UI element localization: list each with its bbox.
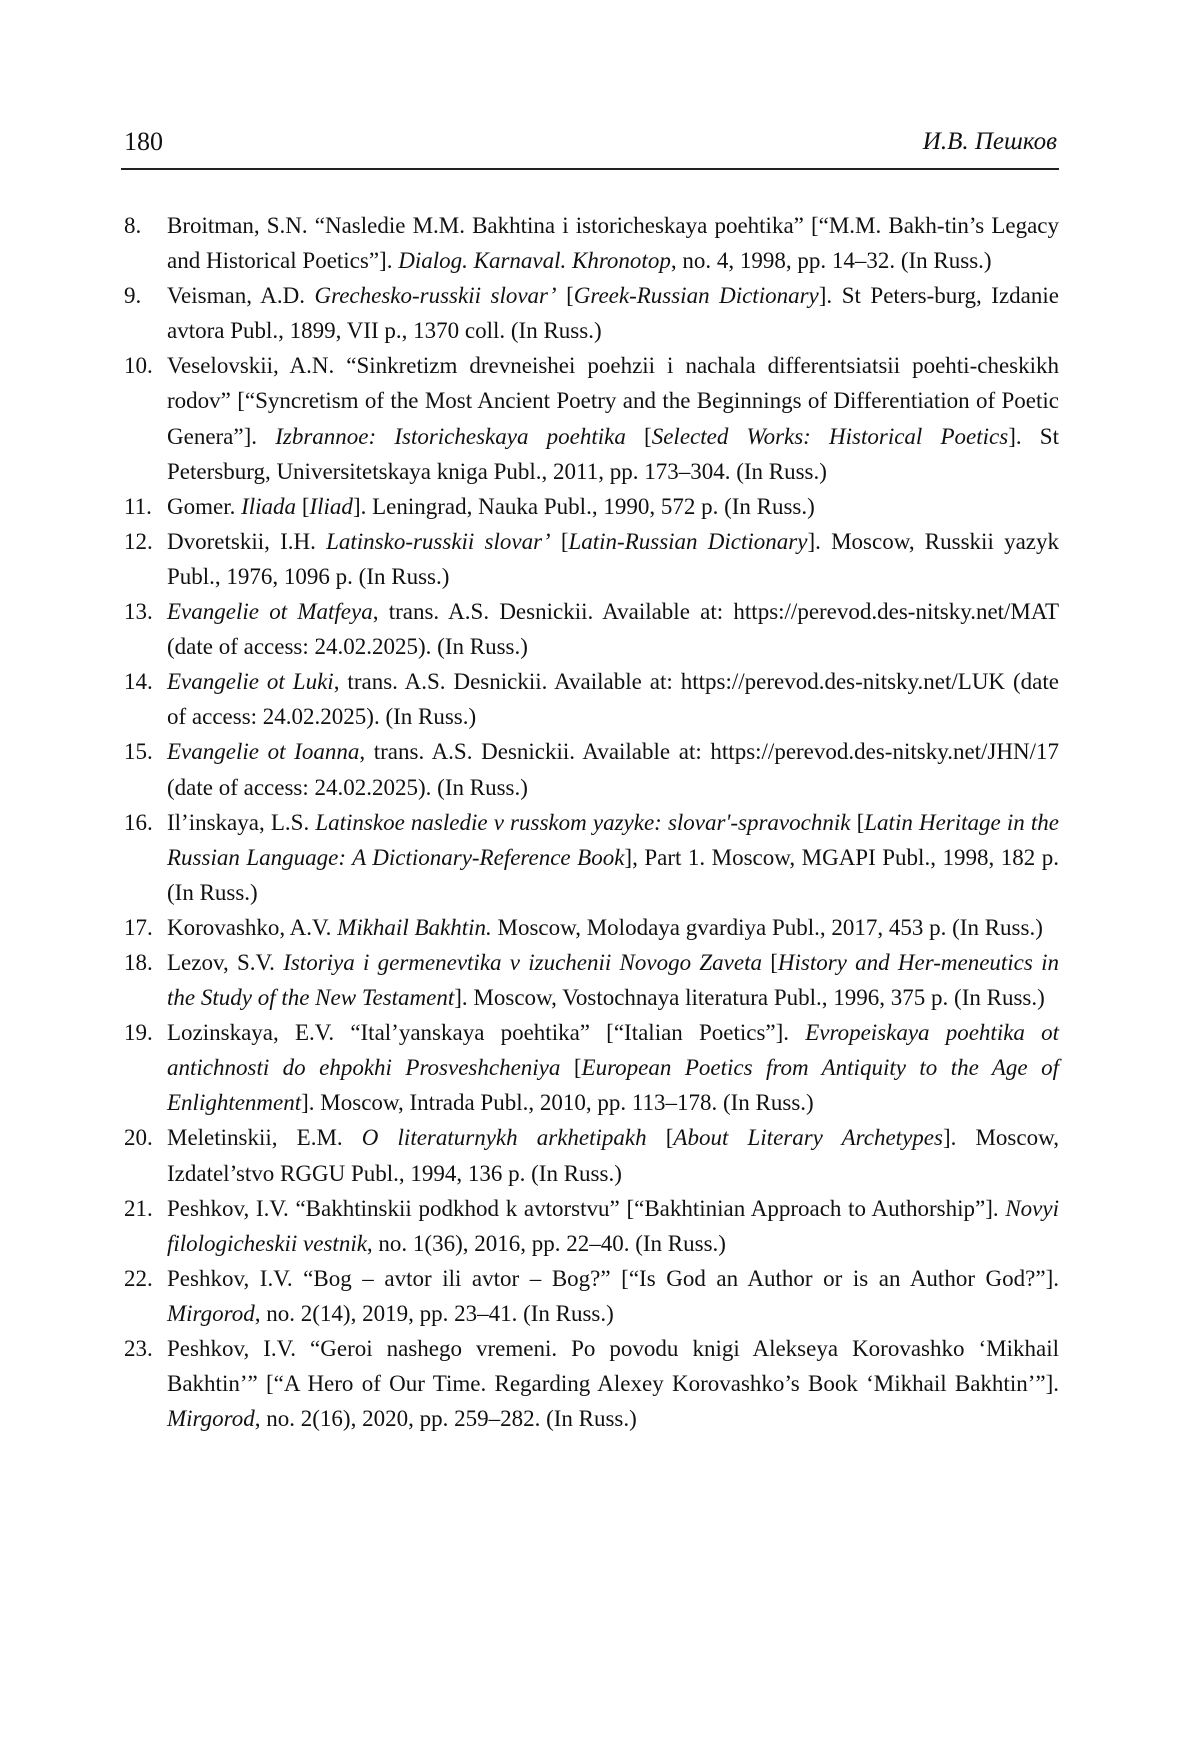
reference-item [121, 664, 1059, 734]
reference-title-italic: History and Her-meneutics in the Study of the New Testament [167, 949, 1059, 1011]
reference-text: Broitman, S.N. “Nasledie M.M. Bakhtina i istoricheskaya poehtika” [“M.M. Bakh-tin’s Legacy and Historical Poetics”]. [167, 213, 1059, 274]
reference-text: ]. Moscow, Intrada Publ., 2010, pp. 113–178. (In Russ.) [301, 1090, 814, 1116]
reference-item [121, 734, 1059, 804]
reference-text: , trans. A.S. Desnickii. Available at: https://perevod.des-nitsky.net/JHN/17 (date of access: 24.02.2025). (In Russ.) [167, 739, 1059, 800]
reference-text: Peshkov, I.V. “Bakhtinskii podkhod k avtorstvu” [“Bakhtinian Approach to Authorship”]. [167, 1195, 1006, 1221]
reference-number: 18. [124, 949, 153, 975]
reference-item [121, 945, 1059, 1015]
page-header [121, 126, 1059, 170]
reference-number: 14. [124, 669, 153, 695]
reference-text: [ [625, 423, 652, 449]
reference-text: ]. Moscow, Vostochnaya literatura Publ., 1996, 375 p. (In Russ.) [454, 985, 1045, 1011]
reference-title-italic: Latin-Russian Dictionary [568, 528, 808, 554]
reference-title-italic: Istoriya i germenevtika v izuchenii Novogo Zaveta [283, 949, 762, 975]
reference-text: Lozinskaya, E.V. “Ital’yanskaya poehtika” [“Italian Poetics”]. [167, 1020, 806, 1046]
reference-title-italic: Evangelie ot Matfeya [167, 599, 373, 625]
reference-number: 20. [124, 1125, 153, 1151]
reference-title-italic: Evropeiskaya poehtika ot antichnosti do ehpokhi Prosveshcheniya [167, 1020, 1059, 1081]
reference-number: 9. [124, 283, 142, 309]
reference-item [121, 1261, 1059, 1331]
reference-title-italic: Greek-Russian Dictionary [573, 283, 819, 309]
reference-text: , no. 4, 1998, pp. 14–32. (In Russ.) [670, 248, 992, 274]
reference-text: Peshkov, I.V. “Bog – avtor ili avtor – Bog?” [“Is God an Author or is an Author God?”]. [167, 1265, 1059, 1291]
reference-item [121, 348, 1059, 488]
reference-item [121, 1191, 1059, 1261]
reference-item [121, 910, 1059, 945]
reference-item [121, 489, 1059, 524]
reference-text: ]. Moscow, Izdatel’stvo RGGU Publ., 1994, 136 p. (In Russ.) [167, 1125, 1059, 1186]
reference-item [121, 278, 1059, 348]
reference-title-italic: Latinsko-russkii slovar’ [326, 528, 551, 554]
reference-title-italic: Izbrannoe: Istoricheskaya poehtika [275, 423, 626, 449]
reference-number: 8. [124, 213, 142, 238]
reference-text: , trans. A.S. Desnickii. Available at: https://perevod.des-nitsky.net/MAT (date of access: 24.02.2025). (In Russ.) [167, 599, 1059, 660]
reference-number: 21. [124, 1195, 153, 1221]
reference-text: [ [550, 528, 569, 554]
reference-text: Meletinskii, E.M. [167, 1125, 362, 1151]
reference-number: 15. [124, 739, 153, 765]
reference-text: [ [296, 493, 310, 519]
reference-text: , no. 2(16), 2020, pp. 259–282. (In Russ.) [254, 1406, 637, 1432]
reference-text: Veselovskii, A.N. “Sinkretizm drevneishei poehzii i nachala differentsiatsii poehti-cheskikh rodov” [“Syncretism of the Most Ancient Poetry and the Beginnings of Differentiation of Poetic Genera”]. [167, 353, 1059, 449]
reference-number: 12. [124, 528, 153, 554]
reference-text: Il’inskaya, L.S. [167, 809, 316, 835]
reference-title-italic: Evangelie ot Luki [167, 669, 334, 695]
reference-title-italic: Evangelie ot Ioanna [167, 739, 360, 765]
reference-number: 10. [124, 353, 153, 379]
reference-number: 13. [124, 599, 153, 625]
page-number: 180 [124, 127, 163, 156]
reference-number: 16. [124, 809, 153, 835]
reference-number: 17. [124, 914, 153, 940]
reference-title-italic: O literaturnykh arkhetipakh [361, 1125, 647, 1151]
reference-text: Dvoretskii, I.H. [167, 528, 327, 554]
reference-title-italic: Iliada [241, 493, 297, 519]
reference-text: [ [850, 809, 865, 835]
reference-number: 19. [124, 1020, 153, 1046]
reference-text: [ [560, 1055, 582, 1081]
reference-title-italic: Grechesko-russkii slovar’ [314, 283, 557, 309]
reference-title-italic: Selected Works: Historical Poetics [651, 423, 1009, 449]
reference-item [121, 594, 1059, 664]
reference-item [121, 1331, 1059, 1436]
reference-title-italic: Latinskoe nasledie v russkom yazyke: slovar'-spravochnik [315, 809, 851, 835]
reference-text: ]. St Petersburg, Universitetskaya kniga Publ., 2011, pp. 173–304. (In Russ.) [167, 423, 1059, 484]
reference-item [121, 805, 1059, 910]
reference-text: , no. 1(36), 2016, pp. 22–40. (In Russ.) [366, 1230, 726, 1256]
reference-title-italic: Novyi filologicheskii vestnik [167, 1195, 1059, 1256]
reference-text: [ [556, 283, 574, 309]
running-title: И.В. Пешков [922, 128, 1057, 155]
reference-text: Veisman, A.D. [167, 283, 315, 309]
reference-number: 11. [124, 493, 152, 519]
reference-text: ]. Leningrad, Nauka Publ., 1990, 572 p. (In Russ.) [352, 493, 815, 519]
reference-text: , trans. A.S. Desnickii. Available at: https://perevod.des-nitsky.net/LUK (date of access: 24.02.2025). (In Russ.) [167, 669, 1059, 730]
reference-text: Gomer. [167, 493, 242, 519]
reference-text: [ [646, 1125, 674, 1151]
reference-list [121, 208, 1059, 1436]
reference-title-italic: Dialog. Karnaval. Khronotop [398, 248, 671, 274]
reference-text: , no. 2(14), 2019, pp. 23–41. (In Russ.) [254, 1300, 614, 1326]
reference-title-italic: Latin Heritage in the Russian Language: A Dictionary-Reference Book [167, 809, 1060, 870]
reference-number: 23. [124, 1336, 153, 1361]
reference-text: Peshkov, I.V. “Geroi nashego vremeni. Po povodu knigi Alekseya Korovashko ‘Mikhail Bakhtin’” [“A Hero of Our Time. Regarding Alexey Korovashko’s Book ‘Mikhail Bakhtin’”]. [167, 1336, 1059, 1397]
reference-title-italic: Mirgorod [167, 1300, 255, 1326]
reference-title-italic: Mikhail Bakhtin. [337, 914, 492, 940]
reference-number: 22. [124, 1265, 153, 1291]
reference-item [121, 1015, 1059, 1120]
reference-item [121, 1120, 1059, 1190]
reference-text: Moscow, Molodaya gvardiya Publ., 2017, 453 p. (In Russ.) [491, 914, 1043, 940]
reference-text: Lezov, S.V. [167, 949, 284, 975]
reference-title-italic: European Poetics from Antiquity to the Age of Enlightenment [167, 1055, 1059, 1116]
reference-title-italic: About Literary Archetypes [673, 1125, 943, 1151]
reference-text: [ [761, 949, 778, 975]
reference-item [121, 208, 1059, 278]
reference-text: ]. Moscow, Russkii yazyk Publ., 1976, 1096 p. (In Russ.) [167, 528, 1059, 589]
reference-text: ]. St Peters-burg, Izdanie avtora Publ., 1899, VII p., 1370 coll. (In Russ.) [167, 283, 1059, 344]
reference-text: ], Part 1. Moscow, MGAPI Publ., 1998, 182 p. (In Russ.) [167, 844, 1059, 905]
reference-item [121, 524, 1059, 594]
reference-text: Korovashko, A.V. [167, 914, 338, 940]
reference-title-italic: Mirgorod [167, 1406, 255, 1432]
reference-title-italic: Iliad [309, 493, 353, 519]
